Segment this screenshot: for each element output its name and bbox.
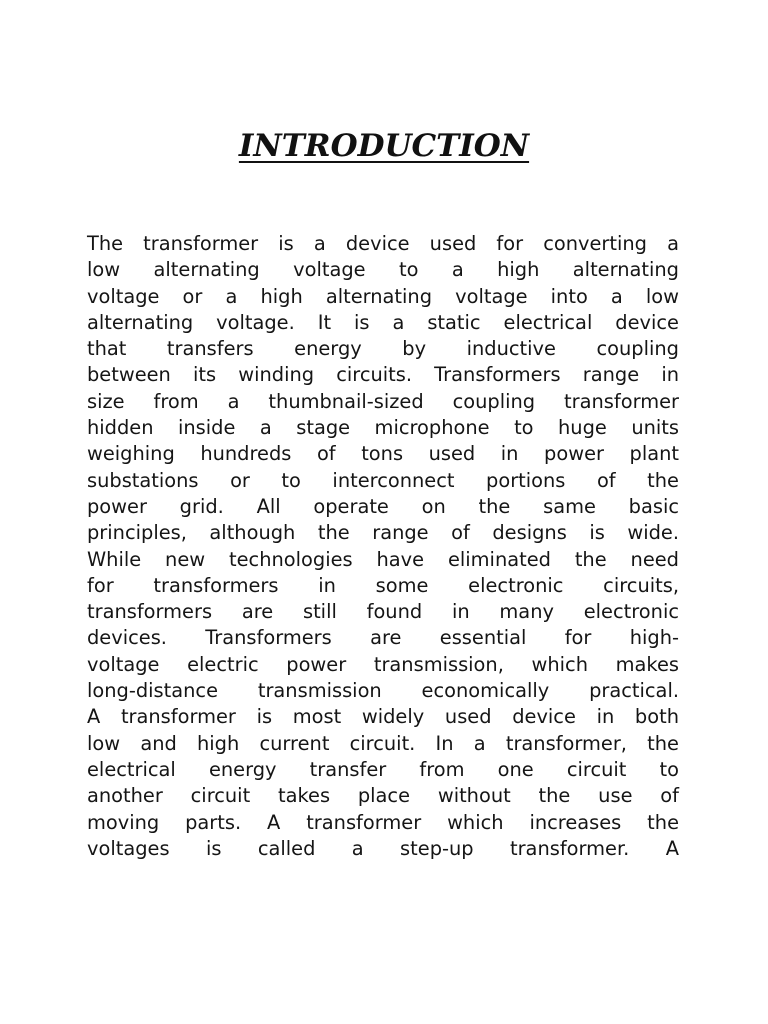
paragraph-line: substations or to interconnect portions of the [87, 468, 679, 492]
body-paragraph [87, 231, 679, 862]
page-title [0, 128, 768, 165]
paragraph-line: that transfers energy by inductive coupling [87, 337, 679, 361]
paragraph-line: between its winding circuits. Transformers range in [87, 363, 679, 387]
paragraph-line: devices. Transformers are essential for high- [87, 626, 679, 650]
paragraph-line: long-distance transmission economically practical. [87, 679, 679, 703]
paragraph-line: power grid. All operate on the same basic [87, 494, 679, 518]
paragraph-line: The transformer is a device used for converting a [87, 232, 679, 255]
page-title-text: INTRODUCTION [238, 128, 530, 164]
paragraph-line: low alternating voltage to a high alternating [87, 258, 679, 282]
paragraph-line: electrical energy transfer from one circuit to [87, 757, 679, 781]
paragraph-line: voltages is called a step-up transformer. A [87, 836, 679, 860]
paragraph-line: alternating voltage. It is a static electrical device [87, 310, 679, 334]
paragraph-line: voltage or a high alternating voltage into a low [87, 284, 679, 308]
paragraph-line: hidden inside a stage microphone to huge units [87, 416, 679, 440]
paragraph-line: low and high current circuit. In a transformer, the [87, 731, 679, 755]
paragraph-line: While new technologies have eliminated the need [87, 547, 679, 571]
paragraph-line: weighing hundreds of tons used in power plant [87, 442, 679, 466]
paragraph-line: for transformers in some electronic circuits, [87, 573, 679, 597]
paragraph-line: principles, although the range of designs is wide. [87, 521, 679, 545]
paragraph-line: transformers are still found in many electronic [87, 600, 679, 624]
paragraph-line: A transformer is most widely used device in both [87, 705, 679, 729]
paragraph-line: voltage electric power transmission, which makes [87, 652, 679, 676]
paragraph-line: moving parts. A transformer which increases the [87, 810, 679, 834]
paragraph-line: size from a thumbnail-sized coupling transformer [87, 389, 679, 413]
paragraph-line: another circuit takes place without the use of [87, 784, 679, 808]
